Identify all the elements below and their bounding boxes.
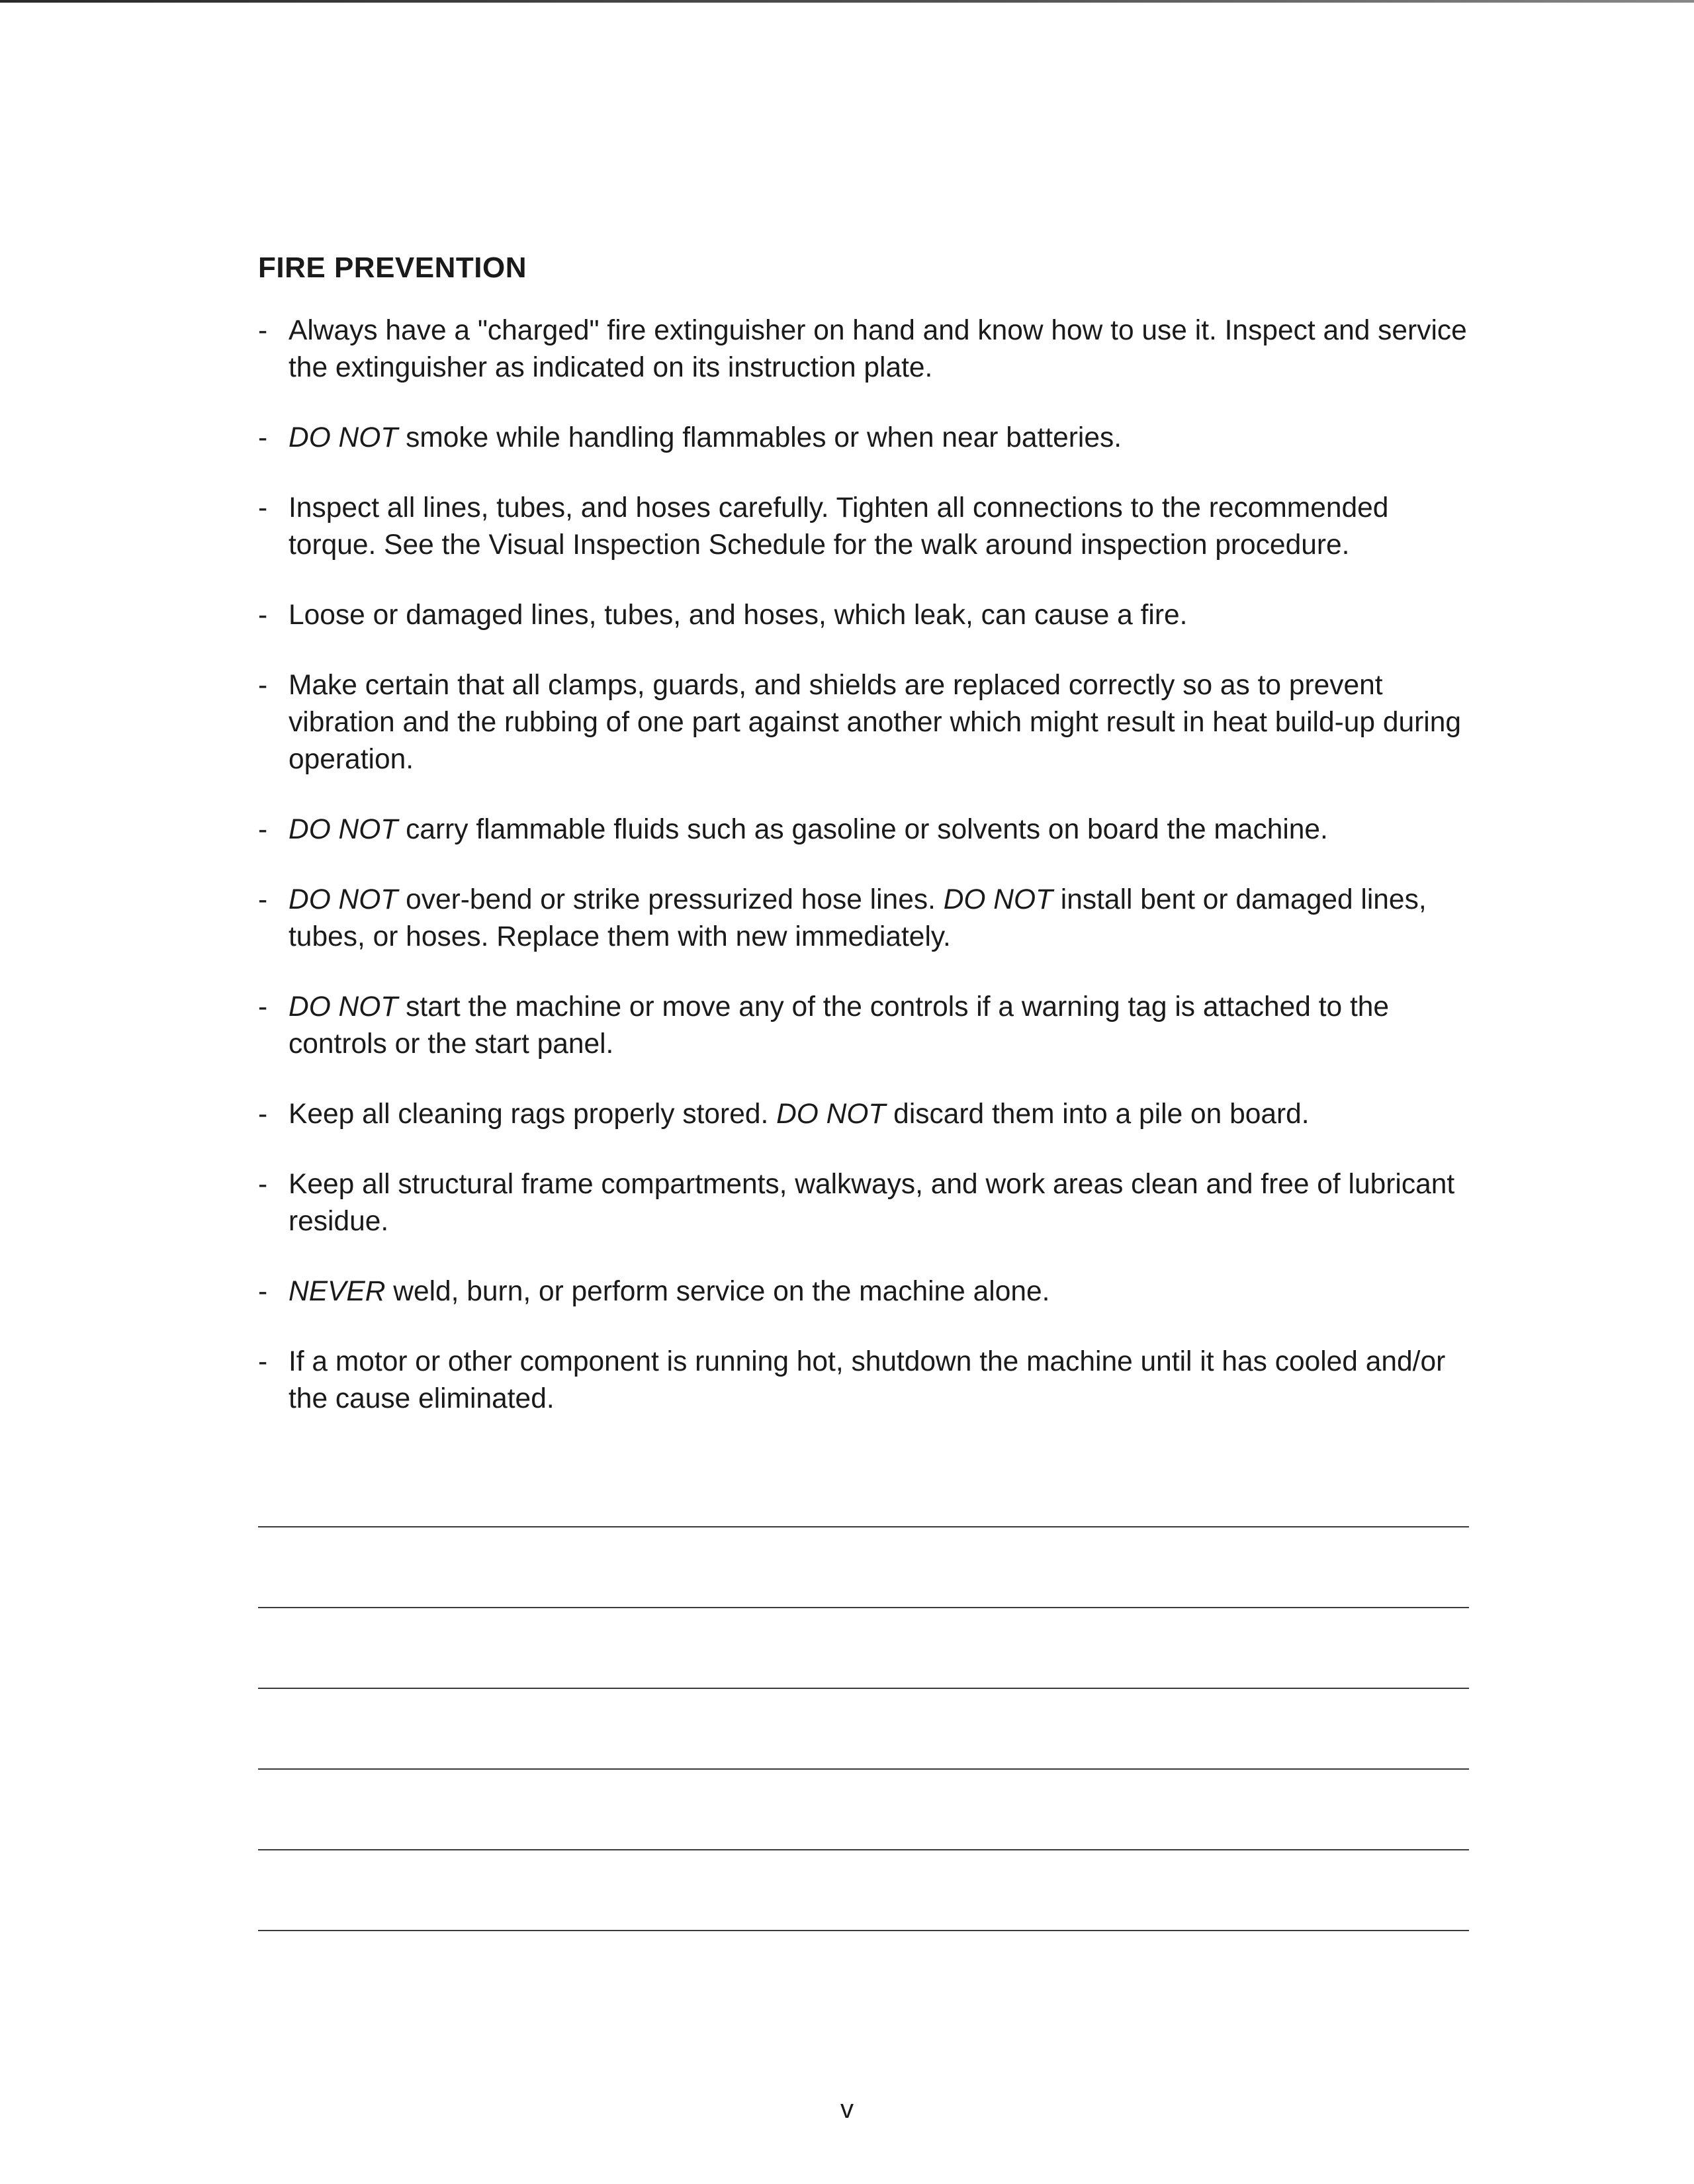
- safety-item: [258, 1166, 1469, 1240]
- item-text: Loose or damaged lines, tubes, and hoses, which leak, can cause a fire.: [289, 600, 1188, 631]
- note-line: [258, 1607, 1469, 1608]
- safety-item: [258, 1096, 1469, 1133]
- safety-item: [258, 1343, 1469, 1418]
- emphasis-text: DO NOT: [289, 991, 398, 1023]
- fire-prevention-section: [258, 251, 1469, 1451]
- bullet-dash: -: [258, 814, 268, 845]
- note-line: [258, 1526, 1469, 1527]
- section-heading: FIRE PREVENTION: [258, 251, 527, 284]
- bullet-dash: -: [258, 492, 268, 523]
- bullet-dash: -: [258, 884, 268, 915]
- item-text: start the machine or move any of the controls if a warning tag is attached to the controls or the start panel.: [289, 991, 1390, 1060]
- emphasis-text: DO NOT: [943, 884, 1053, 915]
- safety-item: [258, 597, 1469, 634]
- emphasis-text: DO NOT: [289, 884, 398, 915]
- emphasis-text: NEVER: [289, 1276, 386, 1307]
- safety-item: [258, 490, 1469, 564]
- item-text: carry flammable fluids such as gasoline or solvents on board the machine.: [398, 814, 1328, 845]
- item-text: smoke while handling flammables or when near batteries.: [398, 422, 1122, 453]
- safety-item: [258, 882, 1469, 956]
- bullet-dash: -: [258, 670, 268, 701]
- item-text: over-bend or strike pressurized hose lines.: [398, 884, 944, 915]
- item-text: Make certain that all clamps, guards, and shields are replaced correctly so as to prevent vibration and the rubbing of one part against another which might result in heat build-up during operation.: [289, 670, 1461, 775]
- emphasis-text: DO NOT: [289, 422, 398, 453]
- item-text: If a motor or other component is running hot, shutdown the machine until it has cooled and/or the cause eliminated.: [289, 1346, 1446, 1414]
- bullet-dash: -: [258, 991, 268, 1023]
- bullet-dash: -: [258, 1346, 268, 1377]
- bullet-dash: -: [258, 600, 268, 631]
- item-text: Keep all structural frame compartments, walkways, and work areas clean and free of lubricant residue.: [289, 1169, 1455, 1237]
- note-line: [258, 1849, 1469, 1850]
- item-text: discard them into a pile on board.: [885, 1099, 1310, 1130]
- bullet-dash: -: [258, 422, 268, 453]
- safety-item: [258, 312, 1469, 387]
- top-edge-rule: [0, 0, 1694, 3]
- note-line: [258, 1930, 1469, 1931]
- emphasis-text: DO NOT: [289, 814, 398, 845]
- item-text: Always have a "charged" fire extinguisher on hand and know how to use it. Inspect and service the extinguisher as indicated on its instruction plate.: [289, 315, 1467, 383]
- item-text: install bent or damaged lines, tubes, or hoses. Replace them with new immediately.: [289, 884, 1427, 952]
- safety-item: [258, 989, 1469, 1063]
- item-text: Keep all cleaning rags properly stored.: [289, 1099, 777, 1130]
- safety-item: [258, 667, 1469, 778]
- safety-item: [258, 811, 1469, 848]
- bullet-dash: -: [258, 1276, 268, 1307]
- note-line: [258, 1688, 1469, 1689]
- item-text: weld, burn, or perform service on the machine alone.: [385, 1276, 1050, 1307]
- bullet-dash: -: [258, 1169, 268, 1200]
- emphasis-text: DO NOT: [776, 1099, 886, 1130]
- note-line: [258, 1768, 1469, 1770]
- safety-item-list: [258, 312, 1469, 1418]
- item-text: Inspect all lines, tubes, and hoses carefully. Tighten all connections to the recommended torque. See the Visual Inspection Schedule for the walk around inspection procedure.: [289, 492, 1389, 561]
- safety-item: [258, 420, 1469, 457]
- safety-item: [258, 1273, 1469, 1310]
- page-number: v: [840, 2095, 854, 2124]
- bullet-dash: -: [258, 1099, 268, 1130]
- notes-lines: [258, 1526, 1469, 2011]
- bullet-dash: -: [258, 315, 268, 346]
